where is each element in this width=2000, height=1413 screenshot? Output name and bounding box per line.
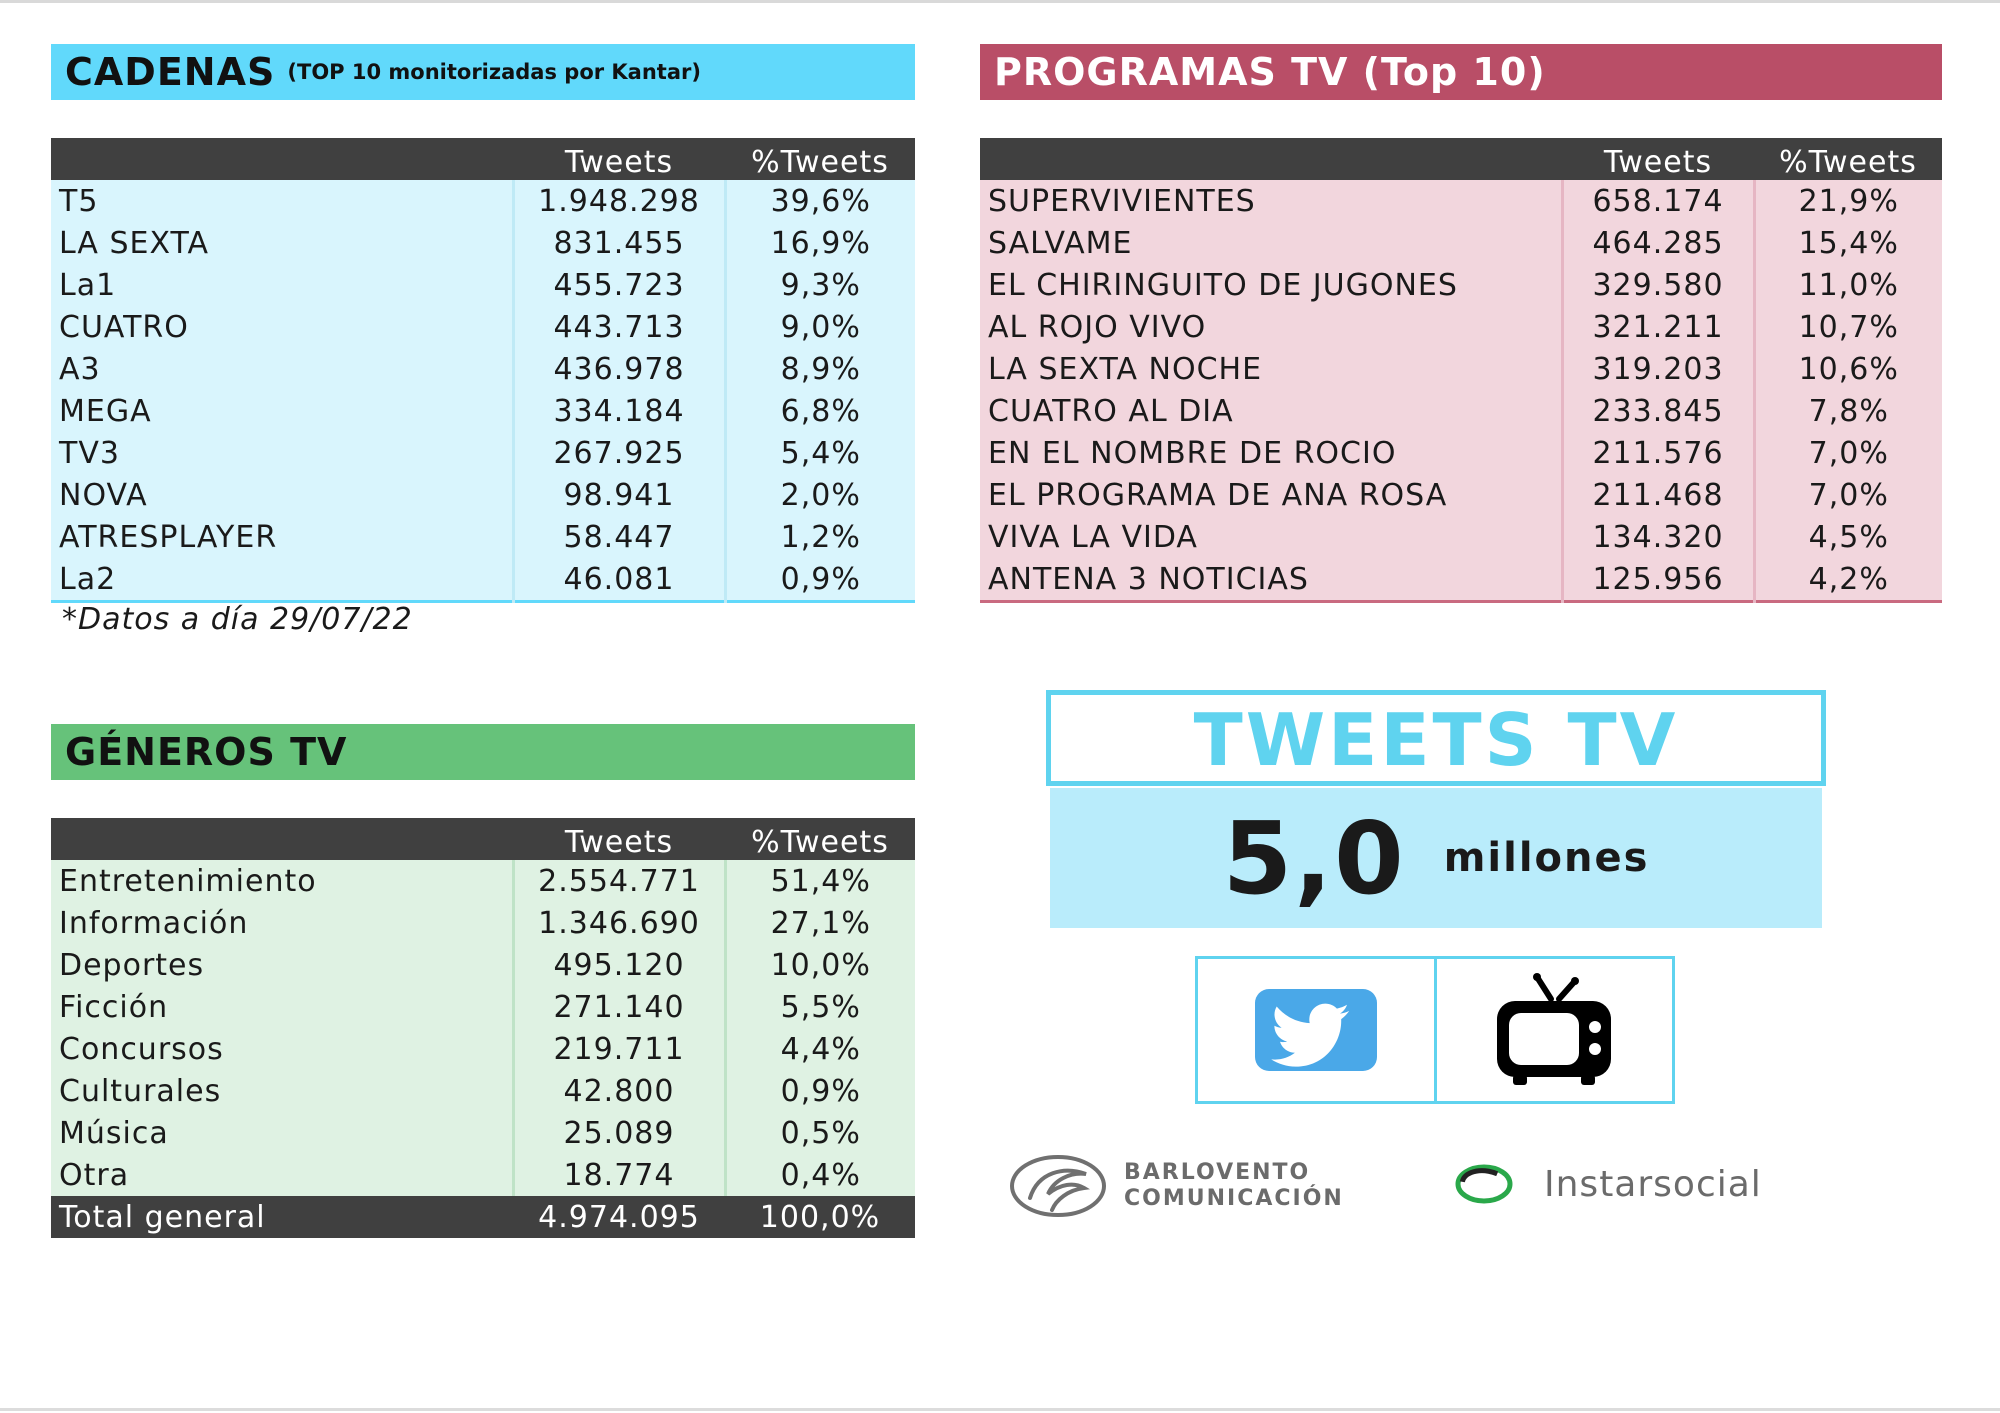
row-name: EL PROGRAMA DE ANA ROSA — [980, 474, 1562, 516]
table-row — [51, 944, 915, 986]
header-tweets: Tweets — [1562, 138, 1754, 180]
row-pct: 0,9% — [725, 1070, 915, 1112]
table-header-row — [51, 818, 915, 860]
table-row — [51, 1028, 915, 1070]
row-pct: 16,9% — [725, 222, 915, 264]
row-name: AL ROJO VIVO — [980, 306, 1562, 348]
table-row — [980, 474, 1942, 516]
row-tweets: 42.800 — [513, 1070, 725, 1112]
row-name: TV3 — [51, 432, 513, 474]
total-pct: 100,0% — [725, 1196, 915, 1238]
row-tweets: 211.576 — [1562, 432, 1754, 474]
row-name: La1 — [51, 264, 513, 306]
barlovento-line1: BARLOVENTO — [1124, 1160, 1311, 1185]
generos-title: GÉNEROS TV — [65, 730, 348, 774]
instarsocial-ring-icon — [1452, 1162, 1516, 1206]
table-row — [51, 1070, 915, 1112]
generos-panel — [51, 724, 915, 780]
row-tweets: 46.081 — [513, 558, 725, 602]
header-tweets: Tweets — [513, 818, 725, 860]
row-name: Otra — [51, 1154, 513, 1196]
bottom-divider — [0, 1408, 2000, 1411]
tv-cell — [1434, 959, 1673, 1101]
row-name: EL CHIRINGUITO DE JUGONES — [980, 264, 1562, 306]
table-row — [51, 306, 915, 348]
row-pct: 10,0% — [725, 944, 915, 986]
row-name: LA SEXTA NOCHE — [980, 348, 1562, 390]
row-name: T5 — [51, 180, 513, 222]
row-tweets: 211.468 — [1562, 474, 1754, 516]
header-name — [51, 138, 513, 180]
row-tweets: 233.845 — [1562, 390, 1754, 432]
tv-icon — [1491, 971, 1617, 1089]
row-pct: 1,2% — [725, 516, 915, 558]
row-name: VIVA LA VIDA — [980, 516, 1562, 558]
row-name: ANTENA 3 NOTICIAS — [980, 558, 1562, 602]
header-tweets: Tweets — [513, 138, 725, 180]
row-tweets: 1.346.690 — [513, 902, 725, 944]
barlovento-logo — [1008, 1152, 1344, 1220]
programas-header — [980, 44, 1942, 100]
table-row — [980, 558, 1942, 602]
total-name: Total general — [51, 1196, 513, 1238]
row-pct: 0,5% — [725, 1112, 915, 1154]
row-pct: 4,2% — [1754, 558, 1942, 602]
cadenas-table — [51, 138, 915, 603]
table-row — [980, 432, 1942, 474]
row-tweets: 334.184 — [513, 390, 725, 432]
row-pct: 0,9% — [725, 558, 915, 602]
row-tweets: 658.174 — [1562, 180, 1754, 222]
row-name: SUPERVIVIENTES — [980, 180, 1562, 222]
row-tweets: 319.203 — [1562, 348, 1754, 390]
table-header-row — [51, 138, 915, 180]
row-name: SALVAME — [980, 222, 1562, 264]
row-tweets: 443.713 — [513, 306, 725, 348]
row-pct: 39,6% — [725, 180, 915, 222]
row-pct: 11,0% — [1754, 264, 1942, 306]
row-name: La2 — [51, 558, 513, 602]
header-name — [51, 818, 513, 860]
row-name: EN EL NOMBRE DE ROCIO — [980, 432, 1562, 474]
table-row — [980, 180, 1942, 222]
instarsocial-logo — [1452, 1162, 1762, 1206]
generos-header — [51, 724, 915, 780]
row-pct: 4,5% — [1754, 516, 1942, 558]
row-pct: 6,8% — [725, 390, 915, 432]
row-tweets: 436.978 — [513, 348, 725, 390]
top-divider — [0, 0, 2000, 3]
table-row — [51, 860, 915, 902]
cadenas-subtitle: (TOP 10 monitorizadas por Kantar) — [287, 60, 701, 84]
row-pct: 5,5% — [725, 986, 915, 1028]
table-row — [51, 1154, 915, 1196]
table-row — [980, 516, 1942, 558]
programas-table — [980, 138, 1942, 603]
table-row — [51, 1112, 915, 1154]
table-row — [980, 264, 1942, 306]
header-name — [980, 138, 1562, 180]
table-row — [51, 558, 915, 602]
row-pct: 27,1% — [725, 902, 915, 944]
row-pct: 7,0% — [1754, 474, 1942, 516]
row-tweets: 98.941 — [513, 474, 725, 516]
twitter-cell — [1198, 959, 1434, 1101]
row-pct: 5,4% — [725, 432, 915, 474]
data-date-note: *Datos a día 29/07/22 — [62, 602, 413, 637]
icon-panel — [1195, 956, 1675, 1104]
row-tweets: 831.455 — [513, 222, 725, 264]
row-tweets: 25.089 — [513, 1112, 725, 1154]
row-tweets: 125.956 — [1562, 558, 1754, 602]
row-name: Entretenimiento — [51, 860, 513, 902]
row-pct: 7,0% — [1754, 432, 1942, 474]
table-row — [980, 390, 1942, 432]
row-tweets: 1.948.298 — [513, 180, 725, 222]
table-row — [51, 474, 915, 516]
row-tweets: 18.774 — [513, 1154, 725, 1196]
row-name: CUATRO AL DIA — [980, 390, 1562, 432]
total-tweets: 4.974.095 — [513, 1196, 725, 1238]
row-name: MEGA — [51, 390, 513, 432]
generos-table — [51, 818, 915, 1238]
row-tweets: 495.120 — [513, 944, 725, 986]
row-tweets: 267.925 — [513, 432, 725, 474]
row-name: LA SEXTA — [51, 222, 513, 264]
total-row — [51, 1196, 915, 1238]
header-pct: %Tweets — [1754, 138, 1942, 180]
header-pct: %Tweets — [725, 138, 915, 180]
table-row — [51, 348, 915, 390]
row-tweets: 464.285 — [1562, 222, 1754, 264]
table-row — [980, 348, 1942, 390]
programas-title: PROGRAMAS TV (Top 10) — [994, 50, 1546, 94]
row-tweets: 219.711 — [513, 1028, 725, 1070]
row-name: CUATRO — [51, 306, 513, 348]
table-row — [51, 222, 915, 264]
row-pct: 0,4% — [725, 1154, 915, 1196]
row-name: Ficción — [51, 986, 513, 1028]
barlovento-line2: COMUNICACIÓN — [1124, 1186, 1344, 1211]
row-tweets: 455.723 — [513, 264, 725, 306]
table-row — [51, 390, 915, 432]
barlovento-emblem-icon — [1008, 1152, 1108, 1220]
row-name: Culturales — [51, 1070, 513, 1112]
row-pct: 9,0% — [725, 306, 915, 348]
table-row — [980, 306, 1942, 348]
row-pct: 10,6% — [1754, 348, 1942, 390]
row-pct: 15,4% — [1754, 222, 1942, 264]
table-row — [51, 516, 915, 558]
row-name: NOVA — [51, 474, 513, 516]
tweets-tv-title: TWEETS TV — [1046, 690, 1826, 786]
row-name: Música — [51, 1112, 513, 1154]
row-pct: 21,9% — [1754, 180, 1942, 222]
instarsocial-text: Instarsocial — [1544, 1163, 1762, 1205]
row-tweets: 321.211 — [1562, 306, 1754, 348]
row-name: Deportes — [51, 944, 513, 986]
row-tweets: 329.580 — [1562, 264, 1754, 306]
row-pct: 4,4% — [725, 1028, 915, 1070]
row-name: ATRESPLAYER — [51, 516, 513, 558]
row-tweets: 2.554.771 — [513, 860, 725, 902]
table-row — [51, 264, 915, 306]
row-tweets: 271.140 — [513, 986, 725, 1028]
tweets-tv-value-box — [1050, 788, 1822, 928]
cadenas-title: CADENAS — [65, 50, 276, 94]
row-name: Información — [51, 902, 513, 944]
row-pct: 9,3% — [725, 264, 915, 306]
table-row — [51, 180, 915, 222]
table-row — [51, 432, 915, 474]
table-row — [980, 222, 1942, 264]
table-header-row — [980, 138, 1942, 180]
table-row — [51, 986, 915, 1028]
header-pct: %Tweets — [725, 818, 915, 860]
row-pct: 8,9% — [725, 348, 915, 390]
tweets-tv-unit: millones — [1443, 835, 1650, 881]
cadenas-header — [51, 44, 915, 100]
tweets-tv-value: 5,0 — [1222, 799, 1406, 917]
table-row — [51, 902, 915, 944]
row-pct: 7,8% — [1754, 390, 1942, 432]
row-name: A3 — [51, 348, 513, 390]
row-tweets: 134.320 — [1562, 516, 1754, 558]
row-pct: 51,4% — [725, 860, 915, 902]
row-pct: 2,0% — [725, 474, 915, 516]
programas-panel — [980, 44, 1942, 100]
row-tweets: 58.447 — [513, 516, 725, 558]
cadenas-panel — [51, 44, 915, 100]
row-name: Concursos — [51, 1028, 513, 1070]
twitter-icon — [1253, 987, 1379, 1073]
row-pct: 10,7% — [1754, 306, 1942, 348]
